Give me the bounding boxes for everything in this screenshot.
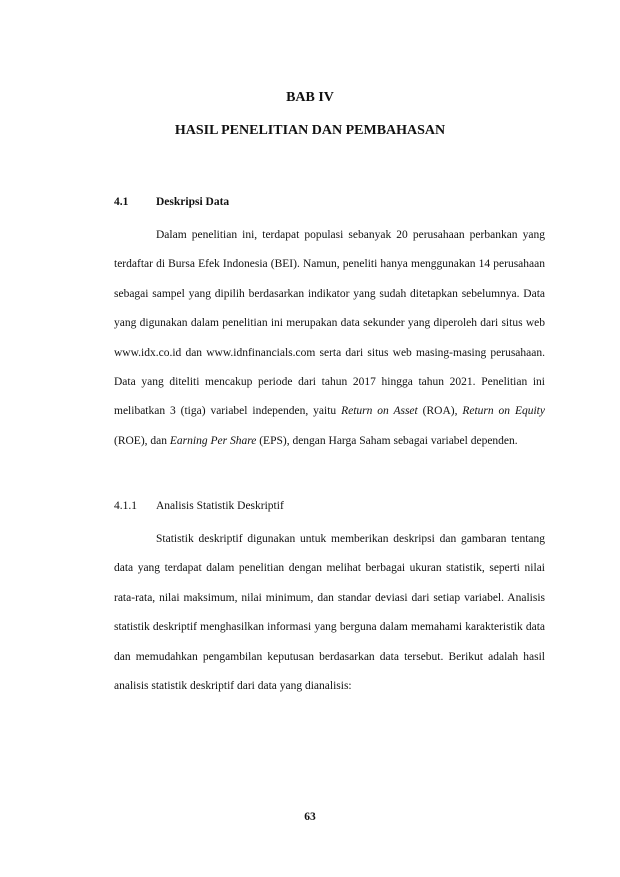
paragraph-description [114,221,545,456]
paragraph-text: (EPS), dengan Harga Saham sebagai variabel dependen. [256,434,518,447]
chapter-title: HASIL PENELITIAN DAN PEMBAHASAN [174,123,446,138]
subsection-title: Analisis Statistik Deskriptif [156,500,284,512]
paragraph-text: (ROE), dan [114,434,170,447]
subsection-number: 4.1.1 [114,500,137,512]
paragraph-text: Dalam penelitian ini, terdapat populasi sebanyak 20 perusahaan perbankan yang terdaftar di Bursa Efek Indonesia (BEI). Namun, peneliti hanya menggunakan 14 perusahaan sebagai sampel yang dipilih berdasarkan indikator yang sudah ditetapkan sebelumnya. Data yang digunakan dalam penelitian ini merupakan data sekunder yang diperoleh dari situs web www.idx.co.id dan www.idnfinancials.com serta dari situs web masing-masing perusahaan. Data yang diteliti mencakup periode dari tahun 2017 hingga tahun 2021. Penelitian ini melibatkan 3 (tiga) variabel independen, yaitu [114,229,545,418]
term-roa: Return on Asset [341,405,418,418]
page-number: 63 [304,811,316,823]
paragraph-text: (ROA), [417,405,463,418]
subsection-heading [114,500,284,512]
term-roe: Return on Equity [462,405,545,418]
paragraph-text: Statistik deskriptif digunakan untuk memberikan deskripsi dan gambaran tentang data yang terdapat dalam penelitian dengan melihat berbagai ukuran statistik, seperti nilai rata-rata, nilai maksimum, nilai minimum, dan standar deviasi dari setiap variabel. Analisis statistik deskriptif menghasilkan informasi yang berguna dalam memahami karakteristik data dan memudahkan pengambilan keputusan berdasarkan data tersebut. Berikut adalah hasil analisis statistik deskriptif dari data yang dianalisis: [114,533,545,693]
section-heading [114,196,229,208]
section-number: 4.1 [114,196,129,208]
chapter-number: BAB IV [286,90,334,105]
section-title: Deskripsi Data [156,196,230,208]
paragraph-statistics [114,525,545,701]
term-eps: Earning Per Share [169,434,257,447]
